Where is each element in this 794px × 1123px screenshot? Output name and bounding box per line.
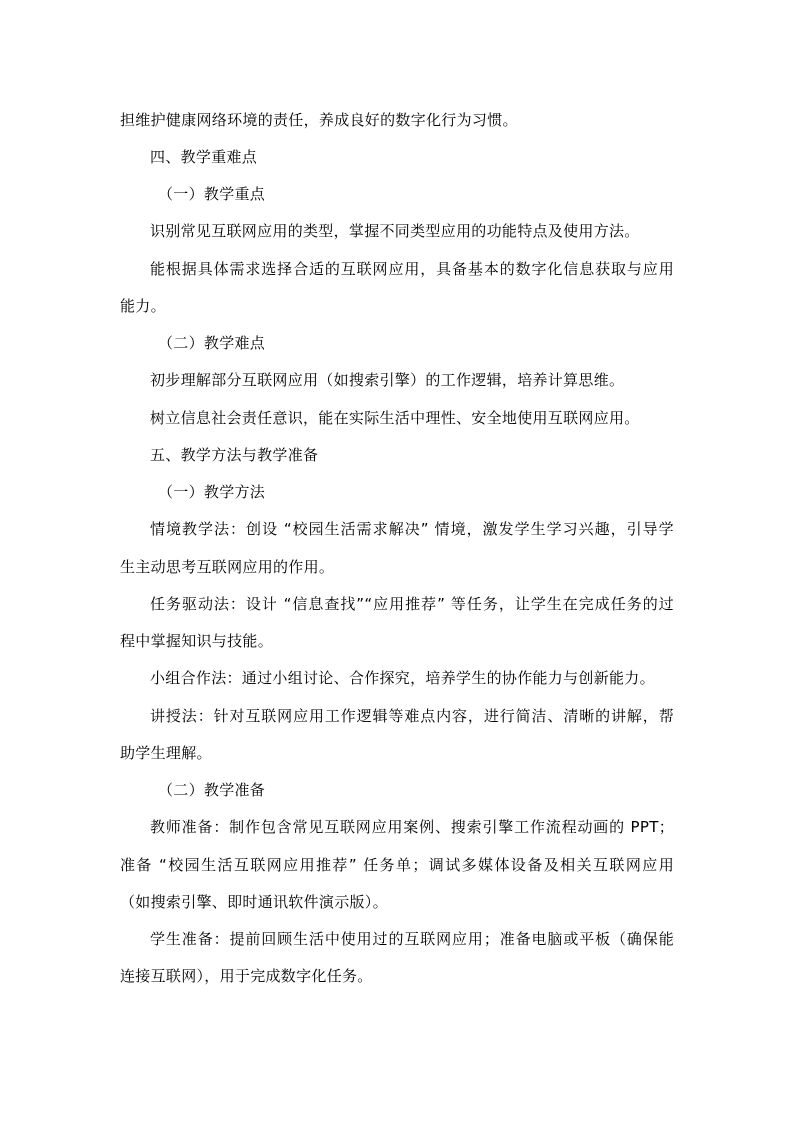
section-heading: 五、教学方法与教学准备 xyxy=(150,446,319,464)
paragraph-line: 助学生理解。 xyxy=(120,744,212,762)
paragraph-line: 生主动思考互联网应用的作用。 xyxy=(120,558,335,576)
paragraph-line: 情境教学法：创设 “校园生活需求解决” 情境，激发学生学习兴趣，引导学 xyxy=(150,520,674,538)
paragraph-line: （如搜索引擎、即时通讯软件演示版）。 xyxy=(120,893,388,911)
subsection-heading: （二）教学准备 xyxy=(158,781,266,799)
paragraph-line: 任务驱动法：设计 “信息查找”“应用推荐” 等任务，让学生在完成任务的过 xyxy=(150,595,674,613)
subsection-heading: （一）教学方法 xyxy=(158,483,266,501)
paragraph-line: 程中掌握知识与技能。 xyxy=(120,632,274,650)
paragraph-line: 讲授法：针对互联网应用工作逻辑等难点内容，进行简洁、清晰的讲解，帮 xyxy=(150,707,674,725)
paragraph-line: 树立信息社会责任意识，能在实际生活中理性、安全地使用互联网应用。 xyxy=(150,409,640,427)
paragraph-line: 能力。 xyxy=(120,297,166,315)
paragraph-line: 连接互联网），用于完成数字化任务。 xyxy=(120,967,373,985)
subsection-heading: （二）教学难点 xyxy=(158,334,266,352)
paragraph-line: 准备 “校园生活互联网应用推荐” 任务单；调试多媒体设备及相关互联网应用 xyxy=(120,856,674,874)
paragraph-line: 学生准备：提前回顾生活中使用过的互联网应用；准备电脑或平板（确保能 xyxy=(150,930,674,948)
paragraph-line: 识别常见互联网应用的类型，掌握不同类型应用的功能特点及使用方法。 xyxy=(150,222,640,240)
paragraph-line: 教师准备：制作包含常见互联网应用案例、搜索引擎工作流程动画的 PPT； xyxy=(150,818,674,836)
paragraph-line: 初步理解部分互联网应用（如搜索引擎）的工作逻辑，培养计算思维。 xyxy=(150,371,625,389)
paragraph-continuation: 担维护健康网络环境的责任，养成良好的数字化行为习惯。 xyxy=(120,111,518,129)
section-heading: 四、教学重难点 xyxy=(150,148,258,166)
subsection-heading: （一）教学重点 xyxy=(158,185,266,203)
paragraph-line: 小组合作法：通过小组讨论、合作探究，培养学生的协作能力与创新能力。 xyxy=(150,669,655,687)
paragraph-line: 能根据具体需求选择合适的互联网应用，具备基本的数字化信息获取与应用 xyxy=(150,260,674,278)
